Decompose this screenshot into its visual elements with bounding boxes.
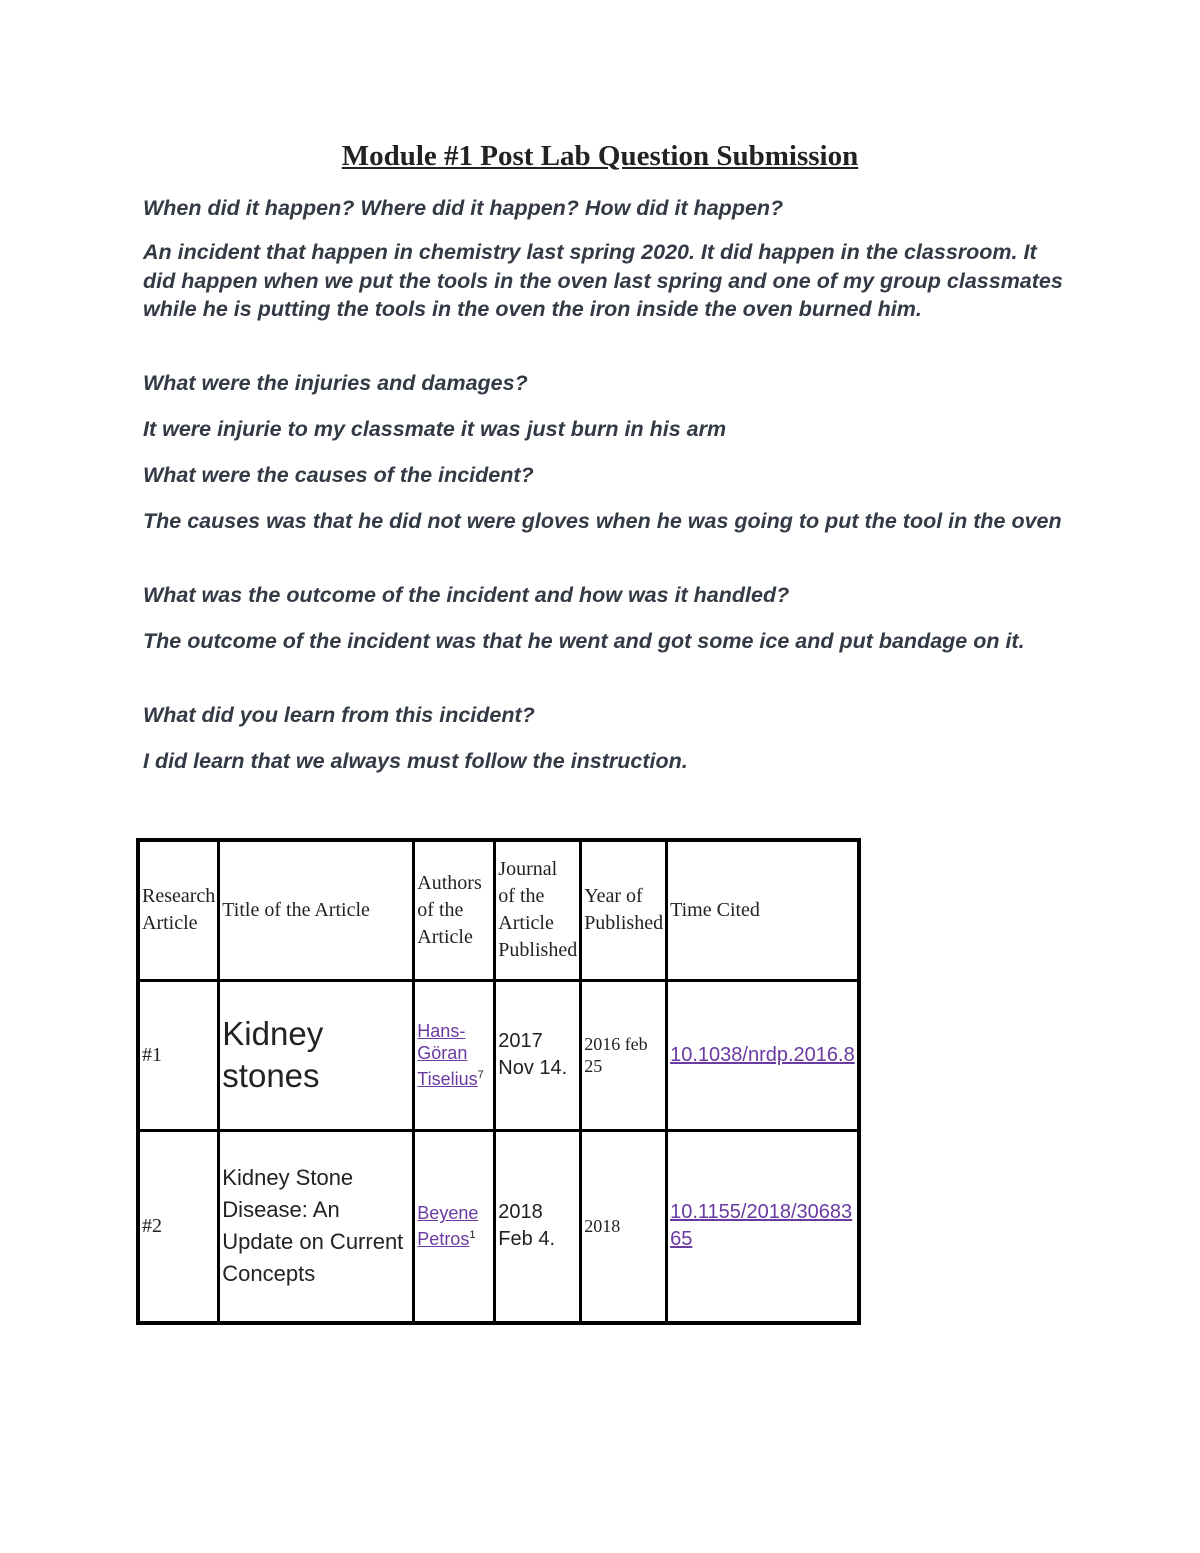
header-time-cited: Time Cited [667,840,859,980]
author-affiliation-mark: 7 [477,1069,484,1081]
header-journal: Journal of the Article Published [495,840,581,980]
answer-1: An incident that happen in chemistry last spring 2020. It did happen in the classroom. It did happen when we put the tools in the oven last spring and one of my group classmates while he is putting the tools in the oven the iron inside the oven burned him. [143,240,1063,321]
citation-cell [667,1130,859,1323]
research-articles-table [136,838,861,1325]
doi-link[interactable]: 10.1038/nrdp.2016.8 [670,1043,855,1066]
question-5: What did you learn from this incident? [143,703,535,727]
answer-4: The outcome of the incident was that he went and got some ice and put bandage on it. [143,629,1025,653]
question-3: What were the causes of the incident? [143,463,534,487]
row-number: #1 [138,980,219,1130]
journal-date: 2017 Nov 14. [495,980,581,1130]
table-row [138,1130,859,1323]
author-affiliation-mark: 1 [469,1229,476,1242]
table-header-row [138,840,859,980]
article-title: Kidney Stone Disease: An Update on Current Concepts [219,1130,414,1323]
journal-date: 2018 Feb 4. [495,1130,581,1323]
year-published: 2016 feb 25 [581,980,667,1130]
article-title: Kidney stones [219,980,414,1130]
question-1: When did it happen? Where did it happen? How did it happen? [143,196,784,220]
row-number: #2 [138,1130,219,1323]
question-4: What was the outcome of the incident and how was it handled? [143,583,790,607]
header-research-article: Research Article [138,840,219,980]
citation-cell [667,980,859,1130]
header-title: Title of the Article [219,840,414,980]
answer-3: The causes was that he did not were gloves when he was going to put the tool in the oven [143,509,1062,533]
year-published: 2018 [581,1130,667,1323]
author-link[interactable]: Beyene Petros [417,1203,479,1250]
table-row [138,980,859,1130]
author-cell [414,1130,495,1323]
answer-5: I did learn that we always must follow the instruction. [143,749,688,773]
answer-2: It were injurie to my classmate it was just burn in his arm [143,417,727,441]
header-authors: Authors of the Article [414,840,495,980]
author-cell [414,980,495,1130]
doi-link[interactable]: 10.1155/2018/3068365 [670,1201,853,1251]
author-link[interactable]: Hans-Göran Tiselius [417,1021,478,1089]
question-2: What were the injuries and damages? [143,371,528,395]
page-title: Module #1 Post Lab Question Submission [341,140,859,172]
header-year: Year of Published [581,840,667,980]
